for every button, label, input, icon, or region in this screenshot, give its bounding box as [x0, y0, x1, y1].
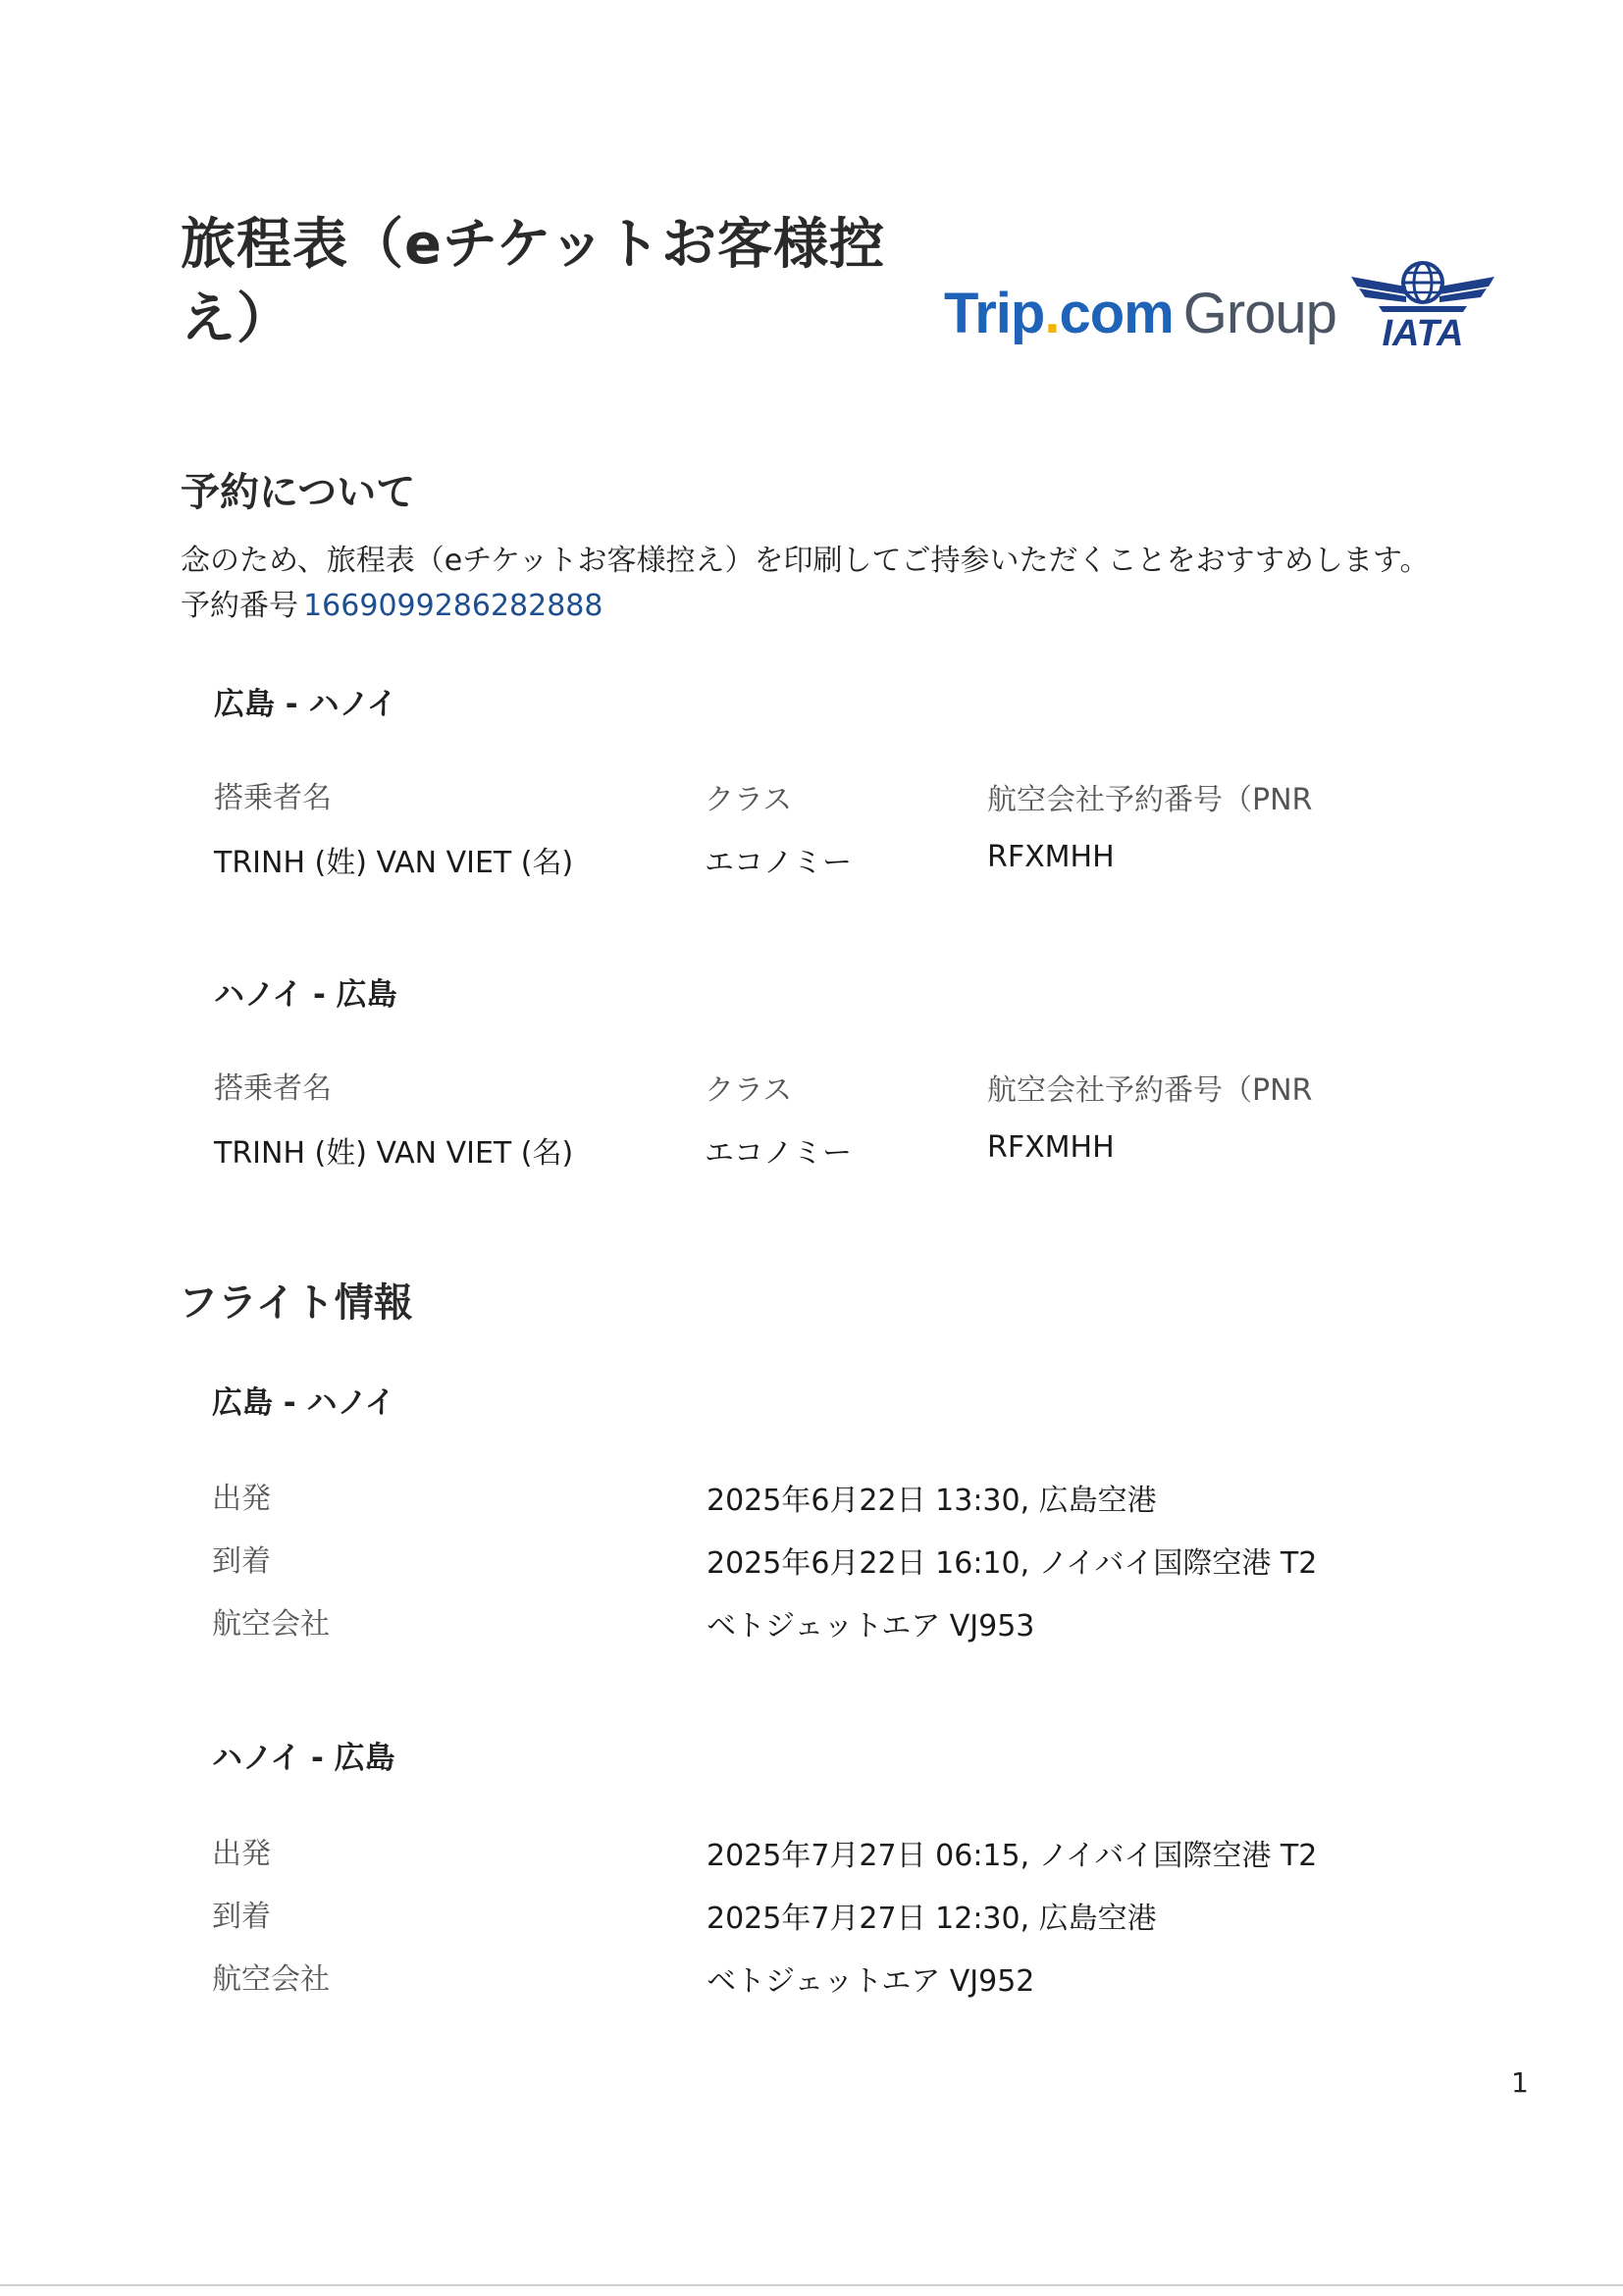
flight-leg-route: ハノイ - 広島 [212, 1741, 395, 1776]
pnr-label: 航空会社予約番号（PNR [987, 1073, 1313, 1108]
arrival-value: 2025年7月27日 12:30, 広島空港 [707, 1902, 1157, 1936]
iata-logo-text: IATA [1382, 313, 1464, 351]
flight-info-section-title: フライト情報 [179, 1280, 413, 1326]
booking-leg-route: ハノイ - 広島 [214, 977, 397, 1013]
departure-value: 2025年6月22日 13:30, 広島空港 [707, 1484, 1157, 1518]
class-label: クラス [705, 1073, 793, 1108]
booking-leg-route: 広島 - ハノイ [214, 687, 397, 722]
arrival-label: 到着 [212, 1900, 271, 1934]
passenger-name-value: TRINH (姓) VAN VIET (名) [214, 1136, 574, 1171]
class-label: クラス [705, 783, 793, 817]
airline-label: 航空会社 [212, 1607, 330, 1642]
booking-number-row [181, 581, 602, 624]
class-value: エコノミー [705, 1136, 852, 1171]
trip-com-group-logo: Trip.com Group [944, 282, 1336, 345]
page-title [181, 208, 926, 357]
passenger-name-value: TRINH (姓) VAN VIET (名) [214, 846, 574, 880]
booking-section-title: 予約について [181, 470, 416, 515]
airline-value: ベトジェットエア VJ952 [707, 1964, 1035, 1999]
page-bottom-divider [0, 2284, 1623, 2286]
passenger-name-label: 搭乗者名 [214, 1071, 332, 1106]
iata-emblem-icon [1349, 253, 1496, 351]
airline-value: ベトジェットエア VJ953 [707, 1609, 1035, 1644]
arrival-label: 到着 [212, 1544, 271, 1579]
airline-label: 航空会社 [212, 1962, 330, 1997]
pnr-value: RFXMHH [987, 840, 1115, 874]
pnr-value: RFXMHH [987, 1130, 1115, 1165]
departure-value: 2025年7月27日 06:15, ノイバイ国際空港 T2 [707, 1839, 1318, 1873]
print-notice: 念のため、旅程表（eチケットお客様控え）を印刷してご持参いただくことをおすすめします。 [181, 544, 1430, 578]
booking-number-value: 1669099286282888 [303, 589, 603, 623]
class-value: エコノミー [705, 846, 852, 880]
page-number: 1 [1511, 2066, 1529, 2099]
booking-number-label: 予約番号 [181, 589, 298, 623]
arrival-value: 2025年6月22日 16:10, ノイバイ国際空港 T2 [707, 1546, 1318, 1581]
flight-leg-route: 広島 - ハノイ [212, 1385, 395, 1421]
iata-logo [1349, 253, 1496, 351]
passenger-name-label: 搭乗者名 [214, 781, 332, 815]
pnr-label: 航空会社予約番号（PNR [987, 783, 1313, 817]
page-title-line-2: え） [181, 287, 292, 351]
departure-label: 出発 [212, 1837, 271, 1871]
departure-label: 出発 [212, 1482, 271, 1516]
page-title-line-1: 旅程表（eチケットお客様控 [181, 213, 885, 277]
